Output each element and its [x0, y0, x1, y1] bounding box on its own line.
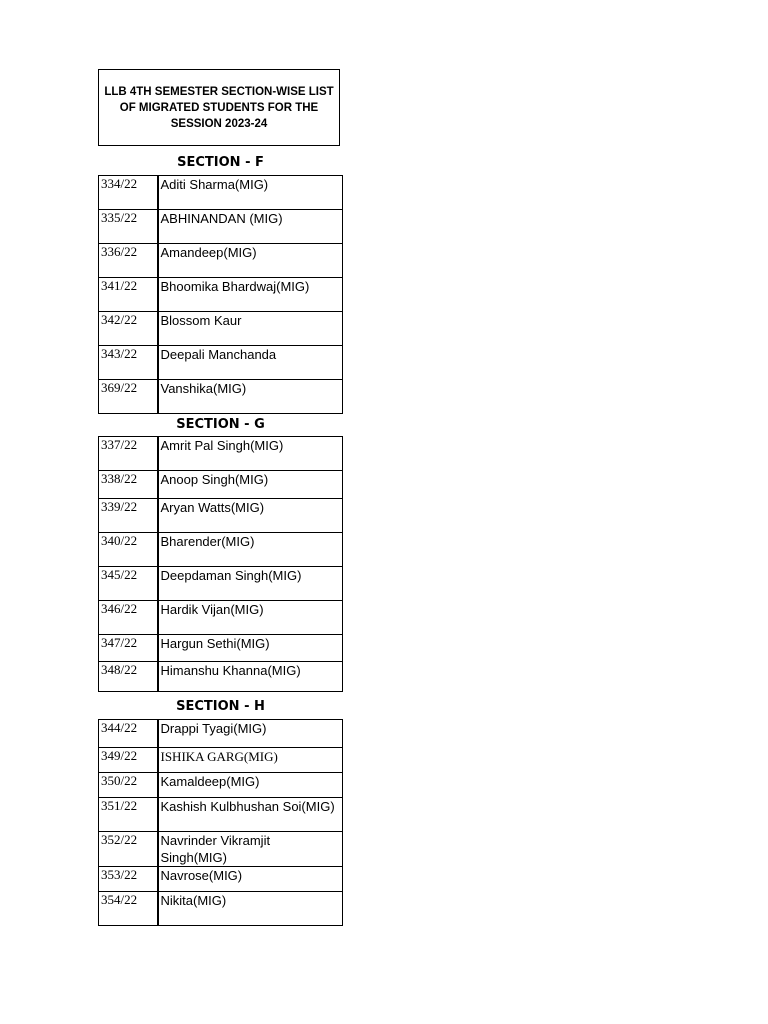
table-row [99, 380, 343, 414]
table-row [99, 867, 343, 892]
roll-number: 347/22 [99, 635, 158, 662]
table-row [99, 635, 343, 662]
student-name: Hardik Vijan(MIG) [158, 601, 343, 635]
student-name: Blossom Kaur [158, 312, 343, 346]
table-row [99, 346, 343, 380]
roll-number: 339/22 [99, 499, 158, 533]
student-name: Bharender(MIG) [158, 533, 343, 567]
student-name: Vanshika(MIG) [158, 380, 343, 414]
table-row [99, 471, 343, 499]
roll-number: 341/22 [99, 278, 158, 312]
roll-number: 350/22 [99, 773, 158, 798]
section-h-table [98, 719, 343, 926]
roll-number: 342/22 [99, 312, 158, 346]
roll-number: 343/22 [99, 346, 158, 380]
roll-number: 354/22 [99, 892, 158, 926]
student-name: Deepali Manchanda [158, 346, 343, 380]
roll-number: 345/22 [99, 567, 158, 601]
roll-number: 334/22 [99, 176, 158, 210]
table-row [99, 892, 343, 926]
student-name: Deepdaman Singh(MIG) [158, 567, 343, 601]
roll-number: 336/22 [99, 244, 158, 278]
roll-number: 335/22 [99, 210, 158, 244]
table-row [99, 773, 343, 798]
section-f-heading: SECTION - F [177, 155, 264, 170]
table-row [99, 499, 343, 533]
student-name: Navrinder Vikramjit Singh(MIG) [158, 832, 343, 867]
section-g-heading: SECTION - G [176, 417, 265, 432]
student-name: Amrit Pal Singh(MIG) [158, 437, 343, 471]
section-g-table [98, 436, 343, 692]
table-row [99, 662, 343, 692]
roll-number: 369/22 [99, 380, 158, 414]
table-row [99, 798, 343, 832]
table-row [99, 601, 343, 635]
table-row [99, 437, 343, 471]
table-row [99, 832, 343, 867]
student-name: Nikita(MIG) [158, 892, 343, 926]
table-row [99, 278, 343, 312]
student-name: Amandeep(MIG) [158, 244, 343, 278]
roll-number: 353/22 [99, 867, 158, 892]
student-name: Himanshu Khanna(MIG) [158, 662, 343, 692]
student-name: Bhoomika Bhardwaj(MIG) [158, 278, 343, 312]
roll-number: 352/22 [99, 832, 158, 867]
table-row [99, 176, 343, 210]
table-row [99, 312, 343, 346]
table-row [99, 567, 343, 601]
roll-number: 337/22 [99, 437, 158, 471]
student-name: ABHINANDAN (MIG) [158, 210, 343, 244]
roll-number: 344/22 [99, 720, 158, 748]
roll-number: 351/22 [99, 798, 158, 832]
student-name: Hargun Sethi(MIG) [158, 635, 343, 662]
student-name: Kamaldeep(MIG) [158, 773, 343, 798]
roll-number: 338/22 [99, 471, 158, 499]
table-row [99, 533, 343, 567]
student-name: Aditi Sharma(MIG) [158, 176, 343, 210]
roll-number: 349/22 [99, 748, 158, 773]
document-title [98, 69, 340, 146]
roll-number: 346/22 [99, 601, 158, 635]
student-name: ISHIKA GARG(MIG) [158, 748, 343, 773]
table-row [99, 748, 343, 773]
section-h-heading: SECTION - H [176, 699, 265, 714]
table-row [99, 244, 343, 278]
student-name: Anoop Singh(MIG) [158, 471, 343, 499]
table-row [99, 720, 343, 748]
student-name: Aryan Watts(MIG) [158, 499, 343, 533]
document-title-text: LLB 4TH SEMESTER SECTION-WISE LIST OF MIGRATED STUDENTS FOR THE SESSION 2023-24 [104, 85, 334, 130]
student-name: Navrose(MIG) [158, 867, 343, 892]
section-f-table [98, 175, 343, 414]
student-name: Drappi Tyagi(MIG) [158, 720, 343, 748]
table-row [99, 210, 343, 244]
roll-number: 348/22 [99, 662, 158, 692]
student-name: Kashish Kulbhushan Soi(MIG) [158, 798, 343, 832]
roll-number: 340/22 [99, 533, 158, 567]
